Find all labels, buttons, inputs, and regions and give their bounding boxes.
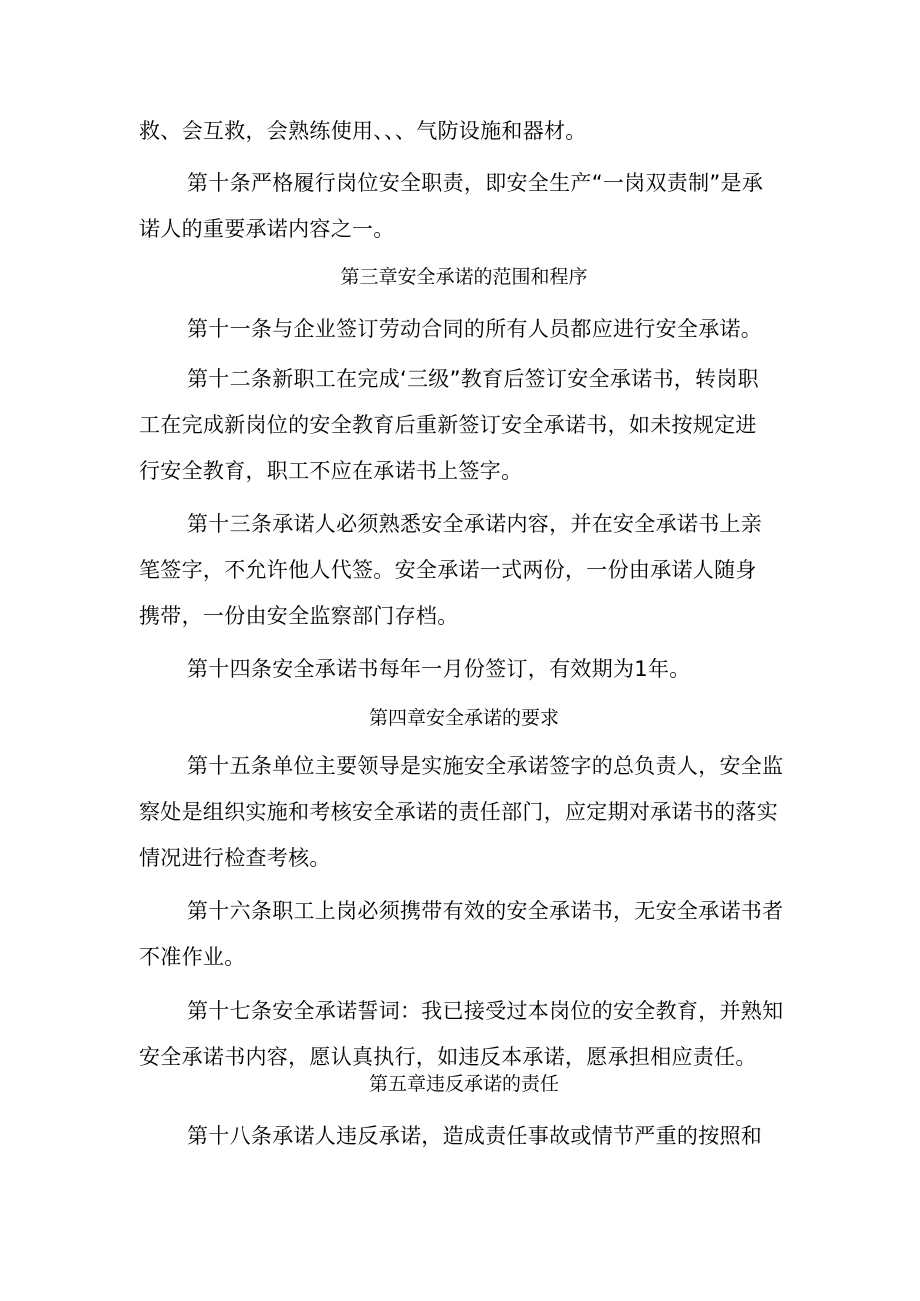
chapter-5-heading: 第五章违反承诺的责任 [368, 1073, 559, 1095]
text-line: 第十五条单位主要领导是实施安全承诺签字的总负责人，安全监 [187, 754, 784, 778]
paragraph-continuation [139, 108, 789, 154]
article-16 [139, 888, 789, 980]
article-11 [139, 306, 789, 352]
text-line: 携带，一份由安全监察部门存档。 [139, 604, 459, 628]
text-line: 安全承诺书内容，愿认真执行，如违反本承诺，愿承担相应责任。 [139, 1045, 757, 1069]
text-line: 笔签字，不允许他人代签。安全承诺一式两份，一份由承诺人随身 [139, 558, 757, 582]
text-line: 察处是组织实施和考核安全承诺的责任部门，应定期对承诺书的落实 [139, 800, 778, 824]
text-line: 第十三条承诺人必须熟悉安全承诺内容，并在安全承诺书上亲 [187, 512, 763, 536]
text-line: 第十六条职工上岗必须携带有效的安全承诺书，无安全承诺书者 [187, 899, 784, 923]
text-line: 不准作业。 [139, 945, 246, 969]
article-13 [139, 501, 789, 639]
text-line: 第十一条与企业签订劳动合同的所有人员都应进行安全承诺。 [187, 317, 763, 341]
text-line: 诺人的重要承诺内容之一。 [139, 217, 395, 241]
text-line: 救、会互救，会熟练使用、、、气防设施和器材。 [139, 119, 587, 143]
text-line: 第十二条新职工在完成‘三级”教育后签订安全承诺书，转岗职 [187, 367, 759, 391]
article-12 [139, 356, 789, 494]
chapter-4-heading: 第四章安全承诺的要求 [368, 707, 559, 729]
text-line: 情况进行检查考核。 [139, 846, 331, 870]
text-line: 工在完成新岗位的安全教育后重新签订安全承诺书，如未按规定进 [139, 413, 757, 437]
article-18 [139, 1113, 789, 1159]
text-line: 第十七条安全承诺誓词：我已接受过本岗位的安全教育，并熟知 [187, 999, 784, 1023]
article-10 [139, 160, 789, 252]
text-line: 第十八条承诺人违反承诺，造成责任事故或情节严重的按照和 [187, 1124, 763, 1148]
article-15 [139, 743, 789, 881]
text-line: 行安全教育，职工不应在承诺书上签字。 [139, 459, 523, 483]
text-line: 第十条严格履行岗位安全职责，即安全生产“一岗双责制”是承 [187, 171, 764, 195]
chapter-3-heading: 第三章安全承诺的范围和程序 [340, 266, 588, 288]
article-14 [139, 646, 789, 692]
text-line: 第十四条安全承诺书每年一月份签订，有效期为1年。 [187, 657, 691, 681]
